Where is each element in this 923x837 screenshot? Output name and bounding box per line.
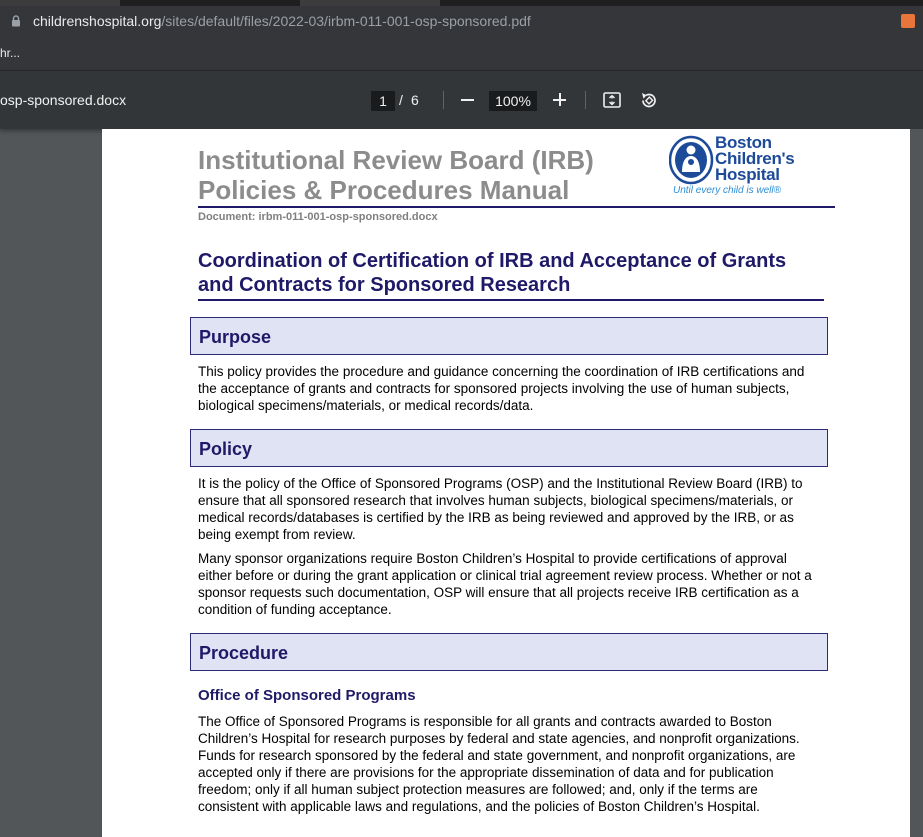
page-total: 6	[411, 92, 419, 108]
pdf-filename: osp-sponsored.docx	[0, 92, 127, 108]
rotate-icon[interactable]	[639, 91, 658, 110]
purpose-paragraph: This policy provides the procedure and guidance concerning the coordination of IRB certifications and the acceptance of grants and contracts for sponsored projects involving the use of human subjects, biological specimens/materials, or medical records/data.	[198, 364, 805, 413]
manual-title-line1: Institutional Review Board (IRB)	[198, 145, 594, 175]
zoom-level-input[interactable]: 100%	[489, 91, 537, 111]
fit-to-page-icon[interactable]	[603, 92, 621, 108]
hospital-logo-text	[715, 135, 794, 183]
page-number-input[interactable]: 1	[371, 91, 395, 111]
pdf-toolbar	[0, 71, 923, 129]
hospital-logo-icon	[669, 135, 715, 185]
manual-title-line2: Policies & Procedures Manual	[198, 175, 570, 205]
subheading-osp: Office of Sponsored Programs	[198, 687, 416, 704]
bookmark-item[interactable]: hr...	[0, 46, 21, 60]
bookmarks-bar	[0, 36, 923, 71]
section-heading-procedure	[190, 633, 828, 671]
lock-icon[interactable]	[11, 15, 21, 27]
page-separator: /	[399, 92, 403, 108]
logo-tagline: Until every child is well®	[673, 185, 781, 196]
title-divider	[198, 299, 824, 301]
url-path: /sites/default/files/2022-03/irbm-011-001-osp-sponsored.pdf	[161, 13, 531, 29]
section-heading-purpose	[190, 317, 828, 355]
logo-line1: Boston	[715, 133, 772, 152]
header-divider	[198, 206, 835, 208]
viewer-gutter	[910, 129, 923, 837]
toolbar-divider	[585, 91, 586, 109]
section-heading-policy	[190, 429, 828, 467]
logo-line2: Children's	[715, 149, 795, 168]
procedure-paragraph: The Office of Sponsored Programs is responsible for all grants and contracts awarded to Boston Children’s Hospital for research purposes by federal and state agencies, and nonprofit organizations. Funds for research sponsored by the federal and state government, and nonprofit organizations, are accepted only if there are provisions for the appropriate dissemination of data and for publication freedom; only if all human subject protection measures are followed; and, only if the terms are consistent with applicable laws and regulations, and the policies of Boston Children’s Hospital.	[198, 714, 800, 814]
section-heading-label: Policy	[199, 439, 253, 459]
toolbar-divider	[443, 91, 444, 109]
section-heading-label: Procedure	[199, 643, 289, 663]
policy-paragraph-2: Many sponsor organizations require Boston Children’s Hospital to provide certifications of approval either before or during the grant application or clinical trial agreement review process. Whether or not a sponsor requests such documentation, OSP will ensure that all projects receive IRB certification as a condition of funding acceptance.	[198, 551, 812, 617]
manual-title	[198, 145, 594, 205]
url-text[interactable]	[33, 13, 531, 29]
pdf-page	[102, 129, 910, 837]
extension-icon[interactable]	[901, 14, 915, 28]
logo-line3: Hospital	[715, 165, 780, 184]
policy-title: Coordination of Certification of IRB and Acceptance of Grants and Contracts for Sponsored Research	[198, 250, 787, 296]
section-heading-label: Purpose	[199, 327, 272, 347]
policy-paragraph-1: It is the policy of the Office of Sponsored Programs (OSP) and the Institutional Review Board (IRB) to ensure that all sponsored research that involves human subjects, biological specimens/materials, or medical records/databases is certified by the IRB as being reviewed and approved by the IRB, or as being exempt from review.	[198, 476, 803, 542]
zoom-in-button[interactable]	[551, 89, 569, 111]
zoom-out-button[interactable]	[459, 89, 477, 111]
url-host: childrenshospital.org	[33, 13, 162, 29]
document-id: Document: irbm-011-001-osp-sponsored.docx	[198, 211, 438, 223]
address-bar[interactable]	[0, 6, 923, 36]
